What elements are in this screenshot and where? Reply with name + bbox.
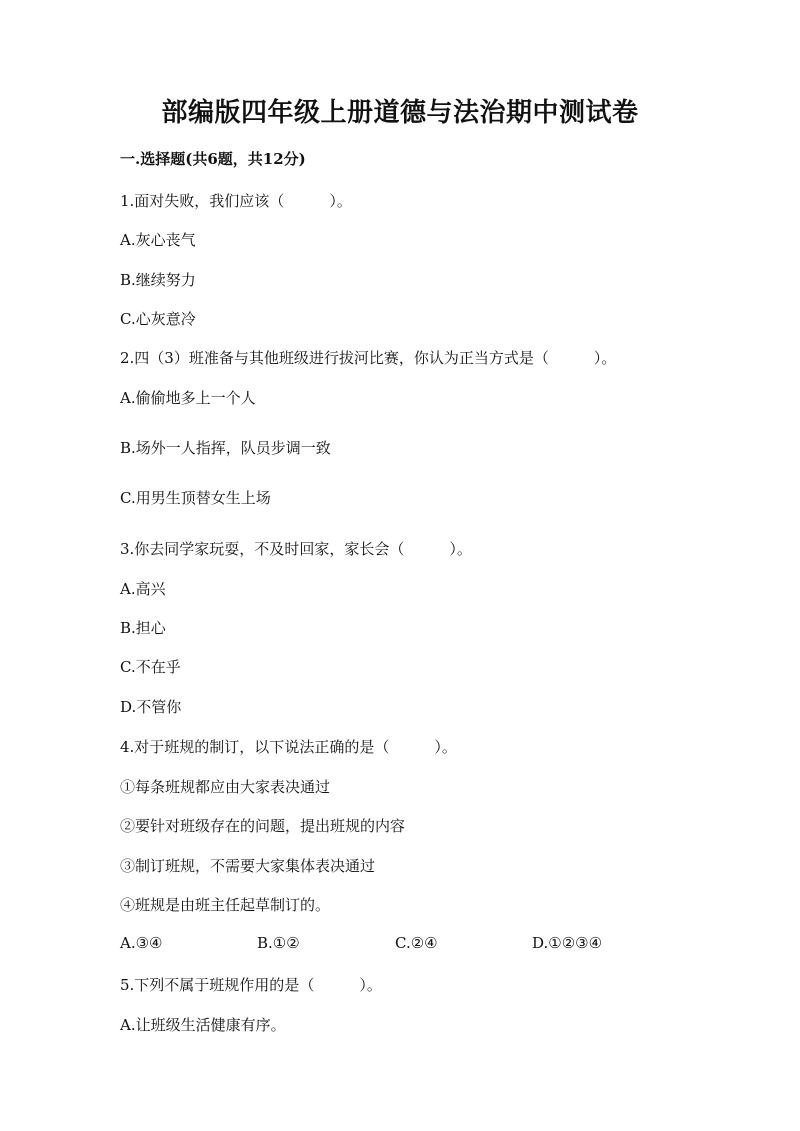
question-4-statement-2: ②要针对班级存在的问题，提出班规的内容: [120, 817, 406, 835]
question-4-statement-4: ④班规是由班主任起草制订的。: [120, 896, 331, 914]
question-2-option-a: A.偷偷地多上一个人: [120, 389, 256, 407]
question-1-option-c: C.心灰意冷: [120, 310, 196, 328]
question-3-option-a: A.高兴: [120, 580, 166, 598]
question-3-option-b: B.担心: [120, 619, 166, 637]
question-4-statement-3: ③制订班规，不需要大家集体表决通过: [120, 857, 376, 875]
question-4-option-d: D.①②③④: [532, 934, 603, 952]
page-title: 部编版四年级上册道德与法治期中测试卷: [161, 98, 639, 128]
question-2-option-c: C.用男生顶替女生上场: [120, 489, 271, 507]
question-3-stem: 3.你去同学家玩耍，不及时回家，家长会（ ）。: [120, 540, 472, 558]
question-4-option-b: B.①②: [257, 934, 300, 952]
question-4-option-a: A.③④: [120, 934, 163, 952]
question-1-option-b: B.继续努力: [120, 271, 196, 289]
question-2-option-b: B.场外一人指挥，队员步调一致: [120, 439, 331, 457]
question-5-stem: 5.下列不属于班规作用的是（ ）。: [120, 976, 382, 994]
section-heading: 一.选择题(共6题，共12分): [120, 150, 306, 168]
question-5-option-a: A.让班级生活健康有序。: [120, 1016, 286, 1034]
question-3-option-d: D.不管你: [120, 698, 182, 716]
question-1-option-a: A.灰心丧气: [120, 231, 196, 249]
question-2-stem: 2.四（3）班准备与其他班级进行拔河比赛，你认为正当方式是（ ）。: [120, 349, 617, 367]
question-4-stem: 4.对于班规的制订，以下说法正确的是（ ）。: [120, 738, 457, 756]
question-4-option-c: C.②④: [395, 934, 438, 952]
question-1-stem: 1.面对失败，我们应该（ ）。: [120, 192, 352, 210]
question-3-option-c: C.不在乎: [120, 658, 181, 676]
question-4-statement-1: ①每条班规都应由大家表决通过: [120, 778, 331, 796]
